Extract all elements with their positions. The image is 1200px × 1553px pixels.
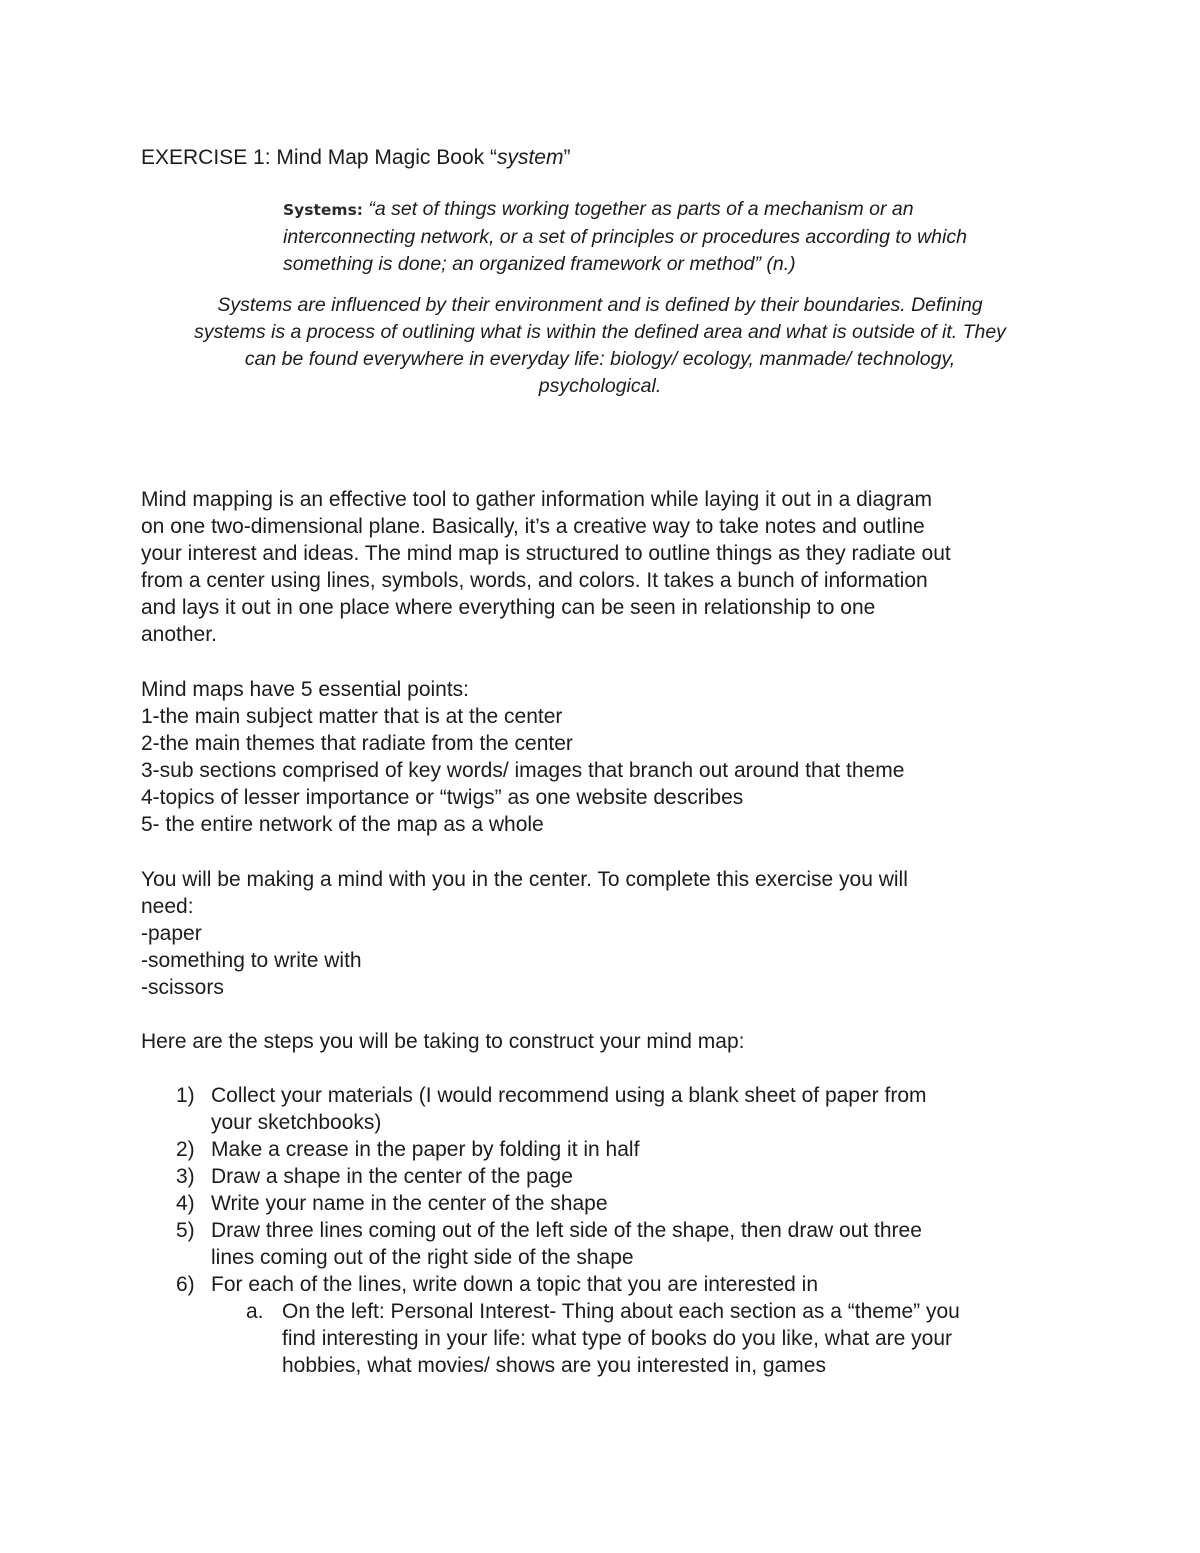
step-item bbox=[141, 1136, 1081, 1163]
needs-intro-line: You will be making a mind with you in the center. To complete this exercise you will bbox=[141, 868, 908, 891]
intro-line: from a center using lines, symbols, words, and colors. It takes a bunch of information bbox=[141, 569, 928, 592]
point-item: 2-the main themes that radiate from the center bbox=[141, 732, 573, 755]
step-item bbox=[141, 1082, 1081, 1136]
point-item: 5- the entire network of the map as a whole bbox=[141, 813, 544, 836]
step-number: 1) bbox=[176, 1084, 195, 1107]
step-text: Draw a shape in the center of the page bbox=[211, 1165, 573, 1188]
substep-item bbox=[141, 1298, 1081, 1379]
steps-heading bbox=[141, 1028, 1081, 1055]
step-number: 6) bbox=[176, 1273, 195, 1296]
definition-text: “a set of things working together as parts of a mechanism or an bbox=[363, 198, 914, 220]
material-item: -something to write with bbox=[141, 949, 362, 972]
step-number: 4) bbox=[176, 1192, 195, 1215]
definition-term: Systems: bbox=[283, 201, 363, 219]
material-item: -paper bbox=[141, 922, 202, 945]
step-text: lines coming out of the right side of the shape bbox=[211, 1246, 634, 1269]
influence-line: can be found everywhere in everyday life: biology/ ecology, manmade/ technology, bbox=[244, 348, 956, 370]
substep-text: hobbies, what movies/ shows are you interested in, games bbox=[282, 1354, 826, 1377]
steps-list bbox=[141, 1082, 1081, 1379]
title-suffix: ” bbox=[563, 146, 571, 169]
step-item bbox=[141, 1163, 1081, 1190]
points-heading: Mind maps have 5 essential points: bbox=[141, 678, 470, 701]
point-item: 4-topics of lesser importance or “twigs” as one website describes bbox=[141, 786, 744, 809]
step-text: Collect your materials (I would recommend using a blank sheet of paper from bbox=[211, 1084, 927, 1107]
intro-line: and lays it out in one place where everything can be seen in relationship to one bbox=[141, 596, 876, 619]
intro-line: your interest and ideas. The mind map is structured to outline things as they radiate out bbox=[141, 542, 951, 565]
title-prefix: EXERCISE 1: Mind Map Magic Book “ bbox=[141, 146, 497, 169]
exercise-title bbox=[141, 144, 570, 172]
step-text: Make a crease in the paper by folding it in half bbox=[211, 1138, 640, 1161]
systems-definition bbox=[283, 196, 1083, 278]
step-item bbox=[141, 1271, 1081, 1298]
step-item bbox=[141, 1217, 1081, 1271]
step-text: For each of the lines, write down a topic that you are interested in bbox=[211, 1273, 819, 1296]
substep-letter: a. bbox=[246, 1300, 264, 1323]
definition-line-1 bbox=[283, 196, 1083, 224]
influence-line: psychological. bbox=[538, 375, 662, 397]
step-item bbox=[141, 1190, 1081, 1217]
substep-text: On the left: Personal Interest- Thing about each section as a “theme” you bbox=[282, 1300, 960, 1323]
title-emphasis: system bbox=[496, 146, 564, 169]
influence-line: Systems are influenced by their environment and is defined by their boundaries. Defining bbox=[217, 294, 983, 316]
essential-points-list bbox=[141, 676, 1081, 838]
materials-needed-list bbox=[141, 866, 1081, 1001]
material-item: -scissors bbox=[141, 976, 224, 999]
substep-text: find interesting in your life: what type of books do you like, what are your bbox=[282, 1327, 953, 1350]
intro-line: on one two-dimensional plane. Basically, it’s a creative way to take notes and outline bbox=[141, 515, 925, 538]
steps-heading-text: Here are the steps you will be taking to construct your mind map: bbox=[141, 1030, 745, 1053]
step-number: 5) bbox=[176, 1219, 195, 1242]
intro-line: Mind mapping is an effective tool to gather information while laying it out in a diagram bbox=[141, 488, 933, 511]
point-item: 3-sub sections comprised of key words/ images that branch out around that theme bbox=[141, 759, 905, 782]
intro-line: another. bbox=[141, 623, 217, 646]
influence-line: systems is a process of outlining what is within the defined area and what is outside of it. They bbox=[194, 321, 1006, 343]
step-number: 2) bbox=[176, 1138, 195, 1161]
mind-mapping-intro-paragraph bbox=[141, 486, 1081, 648]
step-number: 3) bbox=[176, 1165, 195, 1188]
systems-influence-paragraph bbox=[130, 292, 1070, 400]
needs-intro-line: need: bbox=[141, 895, 194, 918]
definition-line-3: something is done; an organized framework or method” (n.) bbox=[283, 253, 796, 275]
step-text: your sketchbooks) bbox=[211, 1111, 382, 1134]
point-item: 1-the main subject matter that is at the center bbox=[141, 705, 563, 728]
step-text: Draw three lines coming out of the left side of the shape, then draw out three bbox=[211, 1219, 922, 1242]
definition-line-2: interconnecting network, or a set of principles or procedures according to which bbox=[283, 226, 967, 248]
step-text: Write your name in the center of the shape bbox=[211, 1192, 608, 1215]
